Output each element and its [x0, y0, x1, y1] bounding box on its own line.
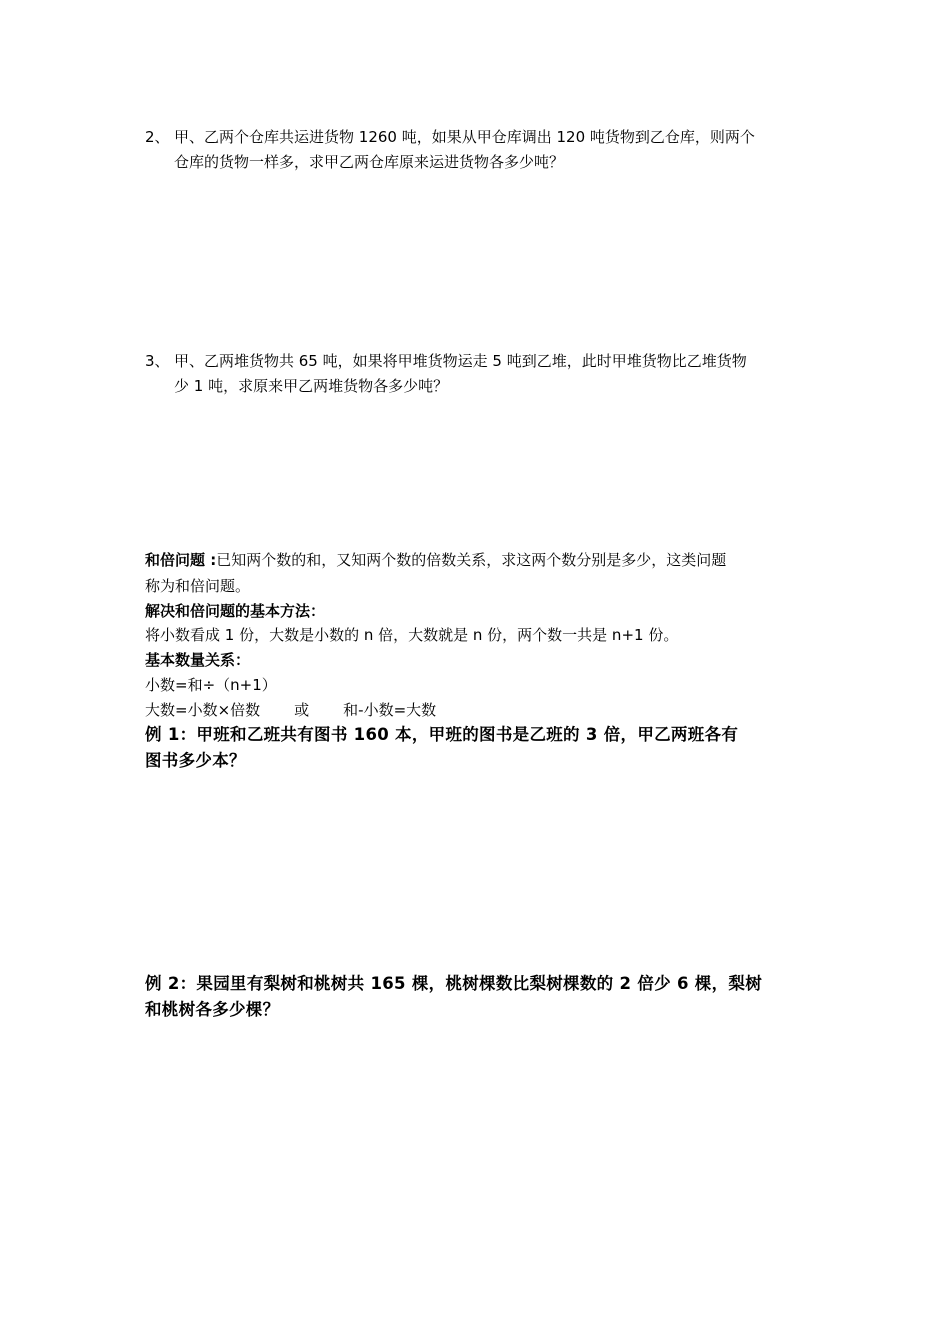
definition-term: 和倍问题 : [145, 551, 217, 569]
problem-3-number: 3、 [145, 352, 170, 370]
example-1-line1: 例 1：甲班和乙班共有图书 160 本，甲班的图书是乙班的 3 倍，甲乙两班各有 [145, 725, 739, 744]
problem-2-number: 2、 [145, 128, 170, 146]
problem-3-line2: 少 1 吨，求原来甲乙两堆货物各多少吨？ [174, 377, 449, 395]
example-2-line2: 和桃树各多少棵？ [145, 1000, 280, 1019]
formula-large-line [145, 698, 810, 723]
definition-line2: 称为和倍问题。 [145, 577, 251, 595]
definition-line1 [145, 548, 810, 573]
relations-heading: 基本数量关系： [145, 651, 251, 669]
formula-small: 小数=和÷（n+1） [145, 676, 277, 694]
method-heading: 解决和倍问题的基本方法： [145, 602, 326, 620]
formula-large-alt: 和-小数=大数 [343, 701, 437, 719]
example-1-line2: 图书多少本？ [145, 751, 246, 770]
problem-2-line1: 甲、乙两个仓库共运进货物 1260 吨，如果从甲仓库调出 120 吨货物到乙仓库，则两个 [174, 128, 755, 146]
example-2-line1: 例 2：果园里有梨树和桃树共 165 棵，桃树棵数比梨树棵数的 2 倍少 6 棵，梨树 [145, 974, 762, 993]
definition-text-1: 已知两个数的和，又知两个数的倍数关系，求这两个数分别是多少，这类问题 [216, 551, 727, 569]
method-text: 将小数看成 1 份，大数是小数的 n 倍，大数就是 n 份，两个数一共是 n+1 份。 [145, 626, 679, 644]
formula-large: 大数=小数×倍数 [145, 701, 261, 719]
problem-2-line2: 仓库的货物一样多，求甲乙两仓库原来运进货物各多少吨？ [174, 153, 565, 171]
problem-3-line1: 甲、乙两堆货物共 65 吨，如果将甲堆货物运走 5 吨到乙堆，此时甲堆货物比乙堆货物 [174, 352, 747, 370]
or-text: 或 [294, 701, 310, 719]
